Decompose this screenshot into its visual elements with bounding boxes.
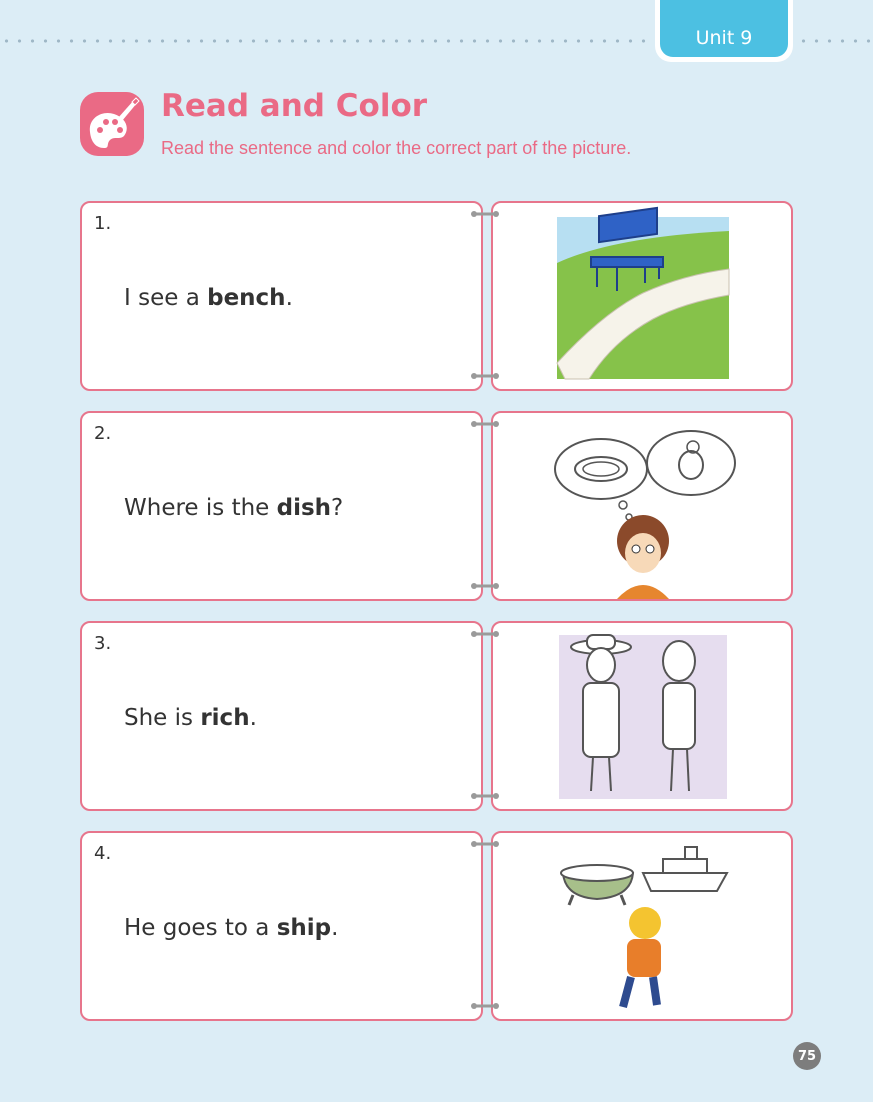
binder-ring-icon xyxy=(470,582,500,590)
picture-card-1[interactable] xyxy=(491,201,793,391)
item-number: 4. xyxy=(94,843,112,864)
item-number: 3. xyxy=(94,633,112,654)
section-title: Read and Color xyxy=(161,88,428,124)
keyword: rich xyxy=(200,705,250,731)
keyword: ship xyxy=(276,915,332,941)
sentence-card-4 xyxy=(80,831,483,1021)
bench-park-picture[interactable] xyxy=(493,203,791,389)
binder-ring-icon xyxy=(470,1002,500,1010)
binder-ring-icon xyxy=(470,792,500,800)
picture-card-4[interactable] xyxy=(491,831,793,1021)
sentence-card-2 xyxy=(80,411,483,601)
unit-label: Unit 9 xyxy=(660,0,788,57)
boy xyxy=(623,907,661,1007)
sentence-text: He goes to a ship. xyxy=(124,915,339,941)
binder-ring-icon xyxy=(470,372,500,380)
palette-brush-icon xyxy=(80,92,144,156)
picture-card-3[interactable] xyxy=(491,621,793,811)
two-women-picture[interactable] xyxy=(493,623,791,809)
boy-bathtub-ship-picture[interactable] xyxy=(493,833,791,1019)
section-instruction: Read the sentence and color the correct part of the picture. xyxy=(161,138,632,158)
top-dotted-rule-left xyxy=(0,39,652,43)
page-number: 75 xyxy=(793,1042,821,1070)
keyword: dish xyxy=(276,495,332,521)
ship xyxy=(643,847,727,891)
top-dotted-rule-right xyxy=(797,39,873,43)
sentence-text: I see a bench. xyxy=(124,285,293,311)
binder-ring-icon xyxy=(470,210,500,218)
keyword: bench xyxy=(207,285,286,311)
item-number: 2. xyxy=(94,423,112,444)
bathtub xyxy=(561,865,633,905)
sentence-card-1 xyxy=(80,201,483,391)
sentence-text: Where is the dish? xyxy=(124,495,344,521)
binder-ring-icon xyxy=(470,630,500,638)
picture-card-2[interactable] xyxy=(491,411,793,601)
binder-ring-icon xyxy=(470,840,500,848)
girl-thinking-picture[interactable] xyxy=(493,413,791,599)
item-number: 1. xyxy=(94,213,112,234)
sentence-text: She is rich. xyxy=(124,705,257,731)
unit-tab xyxy=(655,0,793,62)
sentence-card-3 xyxy=(80,621,483,811)
binder-ring-icon xyxy=(470,420,500,428)
